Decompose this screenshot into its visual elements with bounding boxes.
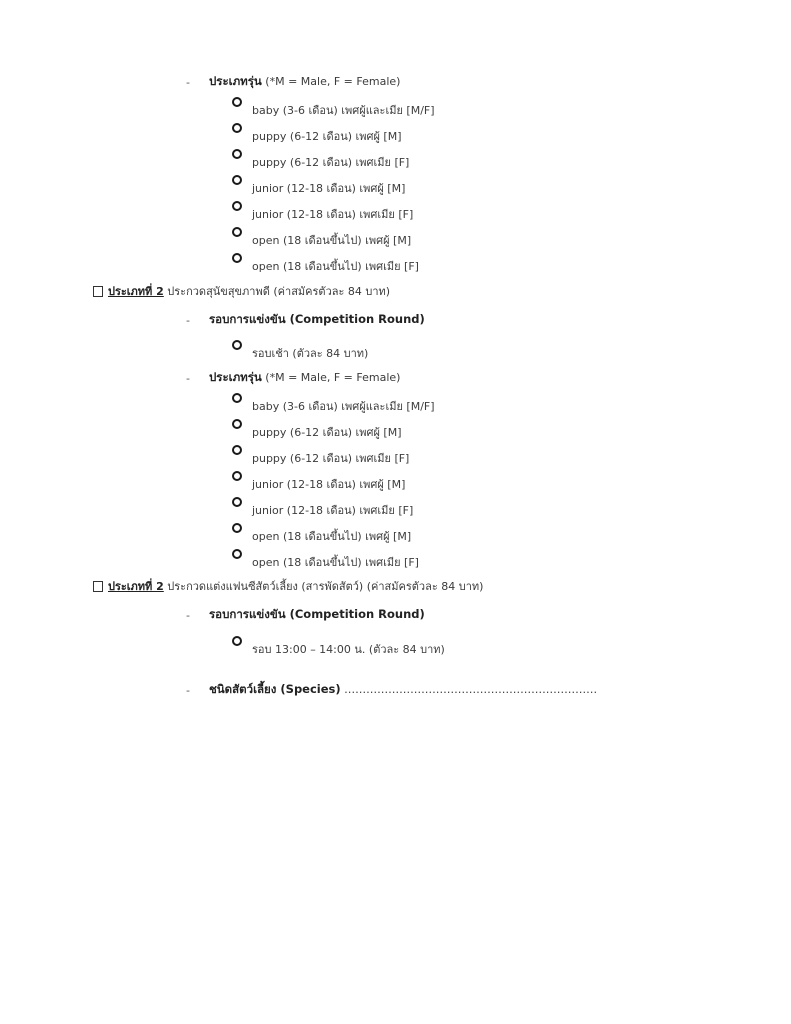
option-label: junior (12-18 เดือน) เพศผู้ [M] bbox=[252, 478, 406, 491]
gen-header bbox=[209, 370, 400, 385]
bullet-dash: - bbox=[186, 609, 190, 622]
radio-button[interactable] bbox=[232, 497, 242, 507]
species-input-dots[interactable]: …………………………………………………………… bbox=[344, 683, 598, 696]
option-label: puppy (6-12 เดือน) เพศเมีย [F] bbox=[252, 452, 410, 465]
option-label: junior (12-18 เดือน) เพศเมีย [F] bbox=[252, 208, 414, 221]
radio-button[interactable] bbox=[232, 149, 242, 159]
category-checkbox[interactable] bbox=[93, 286, 103, 297]
round-option-label: รอบเช้า (ตัวละ 84 บาท) bbox=[252, 347, 369, 360]
gen-header-label: ประเภทรุ่น bbox=[209, 74, 262, 88]
species-field bbox=[209, 682, 597, 697]
round-option-label: รอบ 13:00 – 14:00 น. (ตัวละ 84 บาท) bbox=[252, 643, 445, 656]
bullet-dash: - bbox=[186, 314, 190, 327]
radio-button[interactable] bbox=[232, 549, 242, 559]
category-label: ประเภทที่ 2 bbox=[108, 285, 164, 298]
category-title bbox=[108, 285, 390, 299]
category-description: ประกวดสุนัขสุขภาพดี (ค่าสมัครตัวละ 84 บาท) bbox=[163, 285, 391, 298]
gen-header-note: (*M = Male, F = Female) bbox=[261, 371, 401, 384]
radio-button[interactable] bbox=[232, 523, 242, 533]
option-label: open (18 เดือนขึ้นไป) เพศผู้ [M] bbox=[252, 530, 412, 543]
category-description: ประกวดแต่งแฟนซีสัตว์เลี้ยง (สารพัดสัตว์) (ค่าสมัครตัวละ 84 บาท) bbox=[163, 580, 484, 593]
bullet-dash: - bbox=[186, 684, 190, 697]
option-label: junior (12-18 เดือน) เพศเมีย [F] bbox=[252, 504, 414, 517]
round-header: รอบการแข่งขัน (Competition Round) bbox=[209, 607, 425, 621]
option-label: junior (12-18 เดือน) เพศผู้ [M] bbox=[252, 182, 406, 195]
radio-button[interactable] bbox=[232, 419, 242, 429]
bullet-dash: - bbox=[186, 372, 190, 385]
option-label: baby (3-6 เดือน) เพศผู้และเมีย [M/F] bbox=[252, 104, 435, 117]
option-label: open (18 เดือนขึ้นไป) เพศเมีย [F] bbox=[252, 260, 419, 273]
radio-button[interactable] bbox=[232, 253, 242, 263]
option-label: puppy (6-12 เดือน) เพศผู้ [M] bbox=[252, 426, 402, 439]
option-label: puppy (6-12 เดือน) เพศเมีย [F] bbox=[252, 156, 410, 169]
bullet-dash: - bbox=[186, 76, 190, 89]
option-label: open (18 เดือนขึ้นไป) เพศผู้ [M] bbox=[252, 234, 412, 247]
gen-header-note: (*M = Male, F = Female) bbox=[261, 75, 401, 88]
gen-header bbox=[209, 74, 400, 89]
radio-button[interactable] bbox=[232, 175, 242, 185]
option-label: baby (3-6 เดือน) เพศผู้และเมีย [M/F] bbox=[252, 400, 435, 413]
radio-button[interactable] bbox=[232, 201, 242, 211]
radio-button[interactable] bbox=[232, 393, 242, 403]
species-label: ชนิดสัตว์เลี้ยง (Species) bbox=[209, 682, 341, 696]
round-header: รอบการแข่งขัน (Competition Round) bbox=[209, 312, 425, 326]
category-checkbox[interactable] bbox=[93, 581, 103, 592]
radio-button[interactable] bbox=[232, 340, 242, 350]
radio-button[interactable] bbox=[232, 471, 242, 481]
category-label: ประเภทที่ 2 bbox=[108, 580, 164, 593]
option-label: open (18 เดือนขึ้นไป) เพศเมีย [F] bbox=[252, 556, 419, 569]
radio-button[interactable] bbox=[232, 445, 242, 455]
category-title bbox=[108, 580, 483, 594]
gen-header-label: ประเภทรุ่น bbox=[209, 370, 262, 384]
radio-button[interactable] bbox=[232, 97, 242, 107]
radio-button[interactable] bbox=[232, 227, 242, 237]
radio-button[interactable] bbox=[232, 636, 242, 646]
radio-button[interactable] bbox=[232, 123, 242, 133]
option-label: puppy (6-12 เดือน) เพศผู้ [M] bbox=[252, 130, 402, 143]
